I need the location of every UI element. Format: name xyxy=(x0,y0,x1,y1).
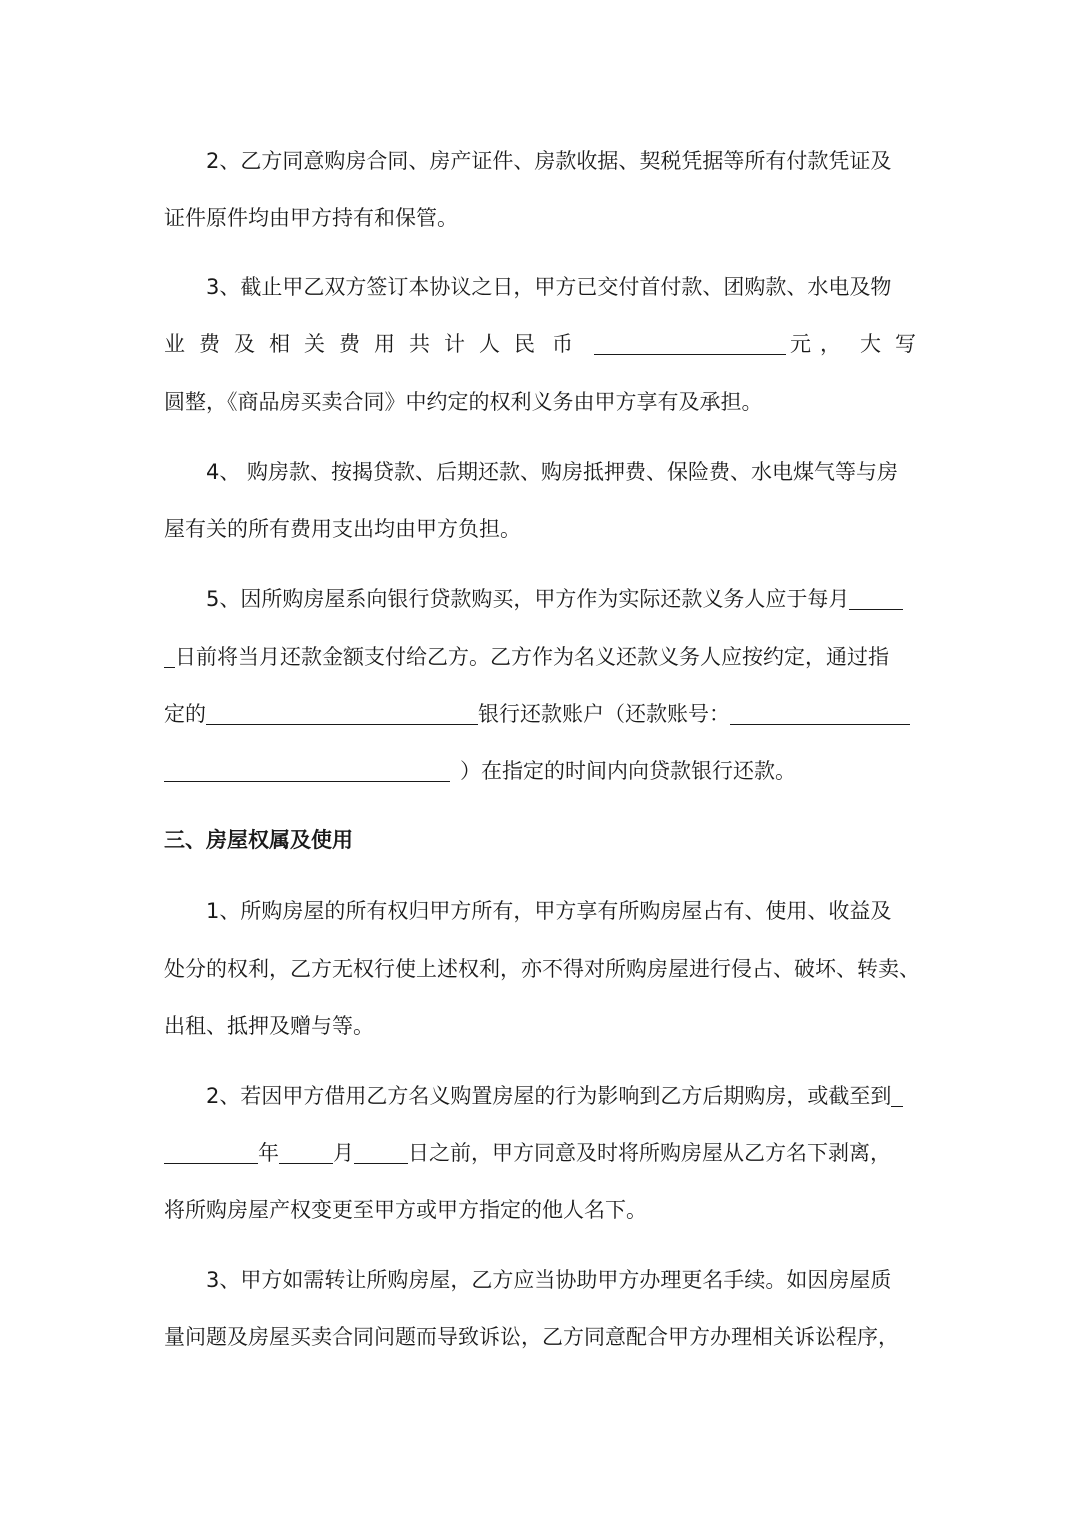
p5-day-blank-b xyxy=(164,645,175,668)
s3p3-line2: 量问题及房屋买卖合同问题而导致诉讼，乙方同意配合甲方办理相关诉讼程序， xyxy=(164,1325,899,1349)
p2-line2: 证件原件均由甲方持有和保管。 xyxy=(164,206,458,230)
p5-account-blank-b xyxy=(164,759,450,782)
p4-line1: 4、 购房款、按揭贷款、后期还款、购房抵押费、保险费、水电煤气等与房 xyxy=(206,460,899,484)
p5-bank-blank xyxy=(206,702,478,725)
s3p1-line3: 出租、抵押及赠与等。 xyxy=(164,1014,374,1038)
p3-char-11: 币 xyxy=(552,332,573,356)
section3-heading: 三、房屋权属及使用 xyxy=(164,828,353,852)
p3-char-5: 费 xyxy=(339,332,360,356)
p3-unit: 元 xyxy=(790,332,811,356)
p3-char-2: 及 xyxy=(234,332,255,356)
p3-xie: 写 xyxy=(895,332,916,356)
s3p1-line1: 1、所购房屋的所有权归甲方所有，甲方享有所购房屋占有、使用、收益及 xyxy=(206,899,892,923)
p5-line2-text: 日前将当月还款金额支付给乙方。乙方作为名义还款义务人应按约定，通过指 xyxy=(175,645,889,669)
p3-char-7: 共 xyxy=(409,332,430,356)
p5-line2 xyxy=(164,643,916,671)
p3-char-10: 民 xyxy=(514,332,535,356)
p3-amount-blank xyxy=(594,330,786,358)
p5-line4-text: ）在指定的时间内向贷款银行还款。 xyxy=(460,759,796,783)
p5-line3-mid: 银行还款账户（还款账号： xyxy=(478,702,730,726)
p3-char-6: 用 xyxy=(374,332,395,356)
p5-line4 xyxy=(164,757,916,785)
p5-account-blank-a xyxy=(730,702,910,725)
s3p2-line2 xyxy=(164,1139,916,1167)
s3p2-year-blank-b xyxy=(164,1141,258,1164)
s3p1-line2: 处分的权利，乙方无权行使上述权利，亦不得对所购房屋进行侵占、破坏、转卖、 xyxy=(164,957,920,981)
s3p2-year: 年 xyxy=(258,1141,279,1165)
p3-comma: ， xyxy=(820,332,841,356)
p2-line1: 2、乙方同意购房合同、房产证件、房款收据、契税凭据等所有付款凭证及 xyxy=(206,149,892,173)
p3-daxie: 大 xyxy=(860,332,881,356)
s3p2-line1 xyxy=(206,1082,916,1110)
s3p2-line3: 将所购房屋产权变更至甲方或甲方指定的他人名下。 xyxy=(164,1198,647,1222)
s3p2-day-rest: 日之前，甲方同意及时将所购房屋从乙方名下剥离， xyxy=(408,1141,891,1165)
s3p2-line1-text: 2、若因甲方借用乙方名义购置房屋的行为影响到乙方后期购房，或截至到 xyxy=(206,1084,892,1108)
s3p3-line1: 3、甲方如需转让所购房屋，乙方应当协助甲方办理更名手续。如因房屋质 xyxy=(206,1268,892,1292)
p5-line1-text: 5、因所购房屋系向银行贷款购买，甲方作为实际还款义务人应于每月 xyxy=(206,587,850,611)
s3p2-month-blank xyxy=(279,1141,333,1164)
p3-char-3: 相 xyxy=(269,332,290,356)
p3-char-1: 费 xyxy=(199,332,220,356)
p3-line1: 3、截止甲乙双方签订本协议之日，甲方已交付首付款、团购款、水电及物 xyxy=(206,275,892,299)
s3p2-year-blank-a xyxy=(891,1084,903,1107)
p3-line3: 圆整，《商品房买卖合同》中约定的权利义务由甲方享有及承担。 xyxy=(164,390,763,414)
p5-line3 xyxy=(164,700,916,728)
p5-day-blank-a xyxy=(849,587,903,610)
p5-line1 xyxy=(206,585,916,613)
p4-line2: 屋有关的所有费用支出均由甲方负担。 xyxy=(164,517,521,541)
s3p2-day-blank xyxy=(354,1141,408,1164)
p5-line3-prefix: 定的 xyxy=(164,702,206,726)
p3-char-4: 关 xyxy=(304,332,325,356)
s3p2-month: 月 xyxy=(333,1141,354,1165)
p3-char-0: 业 xyxy=(164,332,185,356)
p3-char-9: 人 xyxy=(479,332,500,356)
p3-char-8: 计 xyxy=(444,332,465,356)
